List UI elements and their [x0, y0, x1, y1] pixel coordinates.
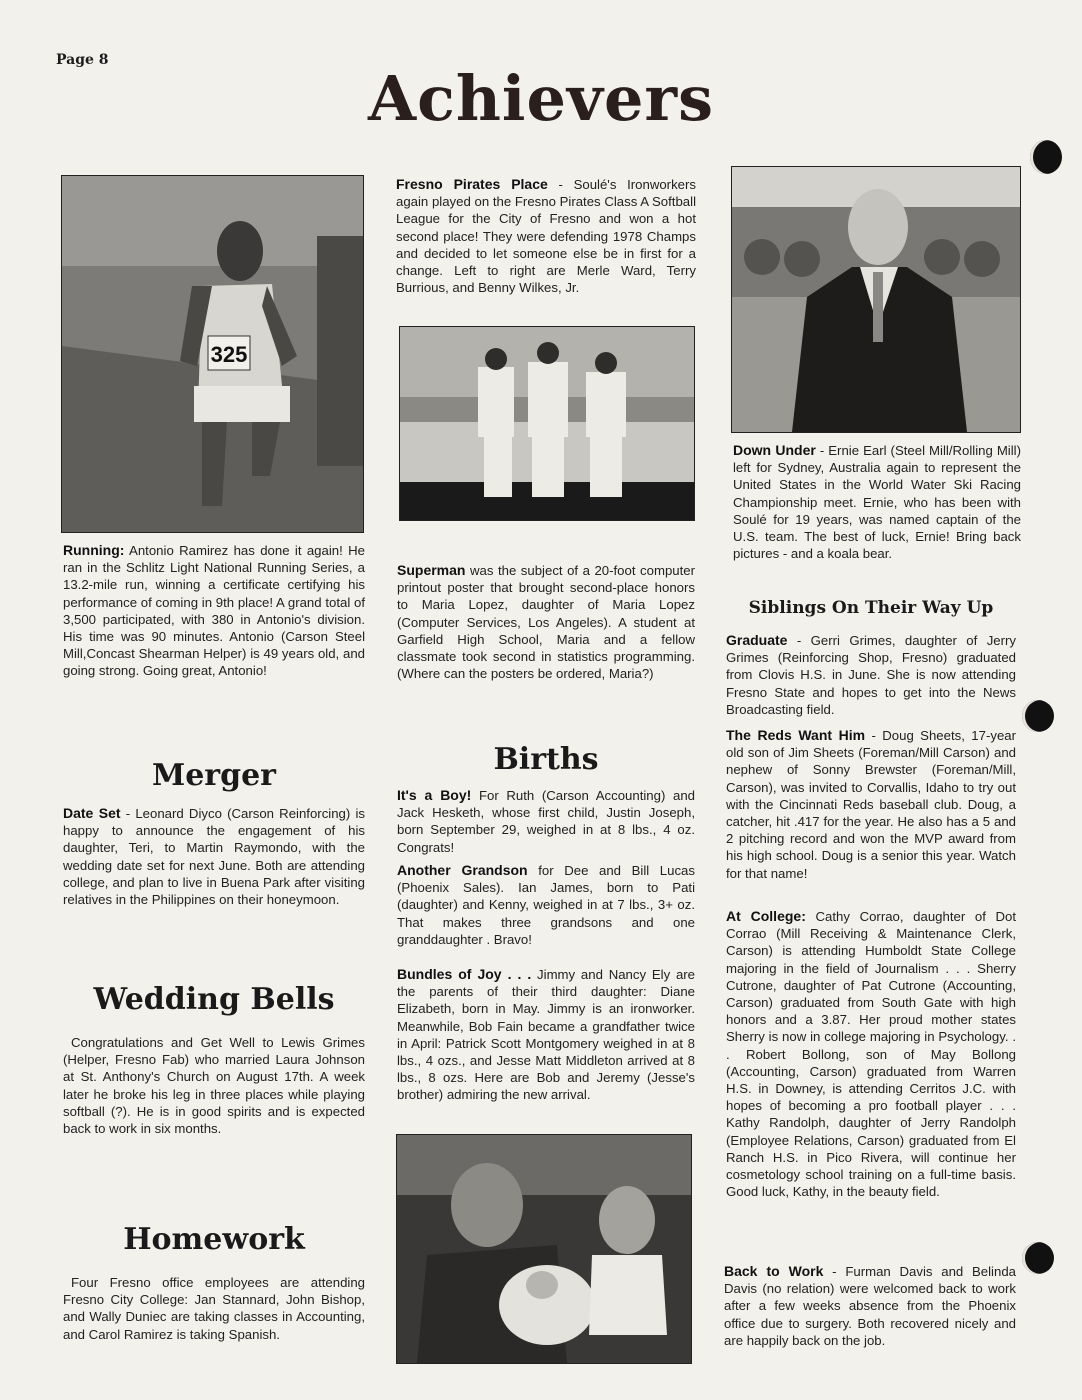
running-body: Antonio Ramirez has done it again! He ran in the Schlitz Light National Running Series, a 13.2-mile run, winning a certificate certifying his performance of coming in 9th place! A grand total of 3,500 participated, with 380 in Antonio's division. His time was 90 minutes. Antonio (Carson Steel Mill,Concast Shearman Helper) is 49 years old, and going strong. Going great, Antonio!	[63, 543, 365, 679]
running-article	[63, 542, 365, 680]
college-article	[726, 908, 1016, 1200]
runner-photo	[61, 175, 364, 533]
reds-body: - Doug Sheets, 17-year old son of Jim Sheets (Foreman/Mill Carson) and nephew of Sonny Brewster (Foreman/Mill, Carson), was invited to Corvallis, Idaho to try out with the Cincinnati Reds baseball club. Doug, a catcher, hit .417 for the year. He also has a 5 and 2 pitching record and won the MVP award from his high school. Doug is a senior this year. Watch for that name!	[726, 728, 1017, 881]
down-under-article	[733, 442, 1021, 562]
running-lead: Running:	[63, 542, 125, 558]
wedding-heading: Wedding Bells	[93, 982, 335, 1017]
grandfather-photo	[396, 1134, 692, 1364]
pirates-body: - Soulé's Ironworkers again played on the Fresno Pirates Class A Softball League for the City of Fresno and won a hot second place! They were defending 1978 Champs and decided to let someone else be in first for a change. Left to right are Merle Ward, Terry Burrious, and Benny Wilkes, Jr.	[396, 177, 696, 296]
births-joy-article	[397, 966, 695, 1104]
binder-hole-middle	[1022, 700, 1054, 732]
births-heading: Births	[493, 742, 599, 777]
college-body: Cathy Corrao, daughter of Dot Corrao (Mill Receiving & Maintenance Clerk, Carson) is attending Humboldt State College majoring in the field of Journalism . . . Sherry Cutrone, daughter of Pat Cutrone (Accounting, Carson) graduated from South Gate with high honors and a 3.87. Her proud mother states Sherry is now in college majoring in Psychology. . . Robert Bollong, son of May Bollong (Accounting, Carson) graduated from Warren H.S. in Downey, is attending Cerritos J.C. with hopes of becoming a pro football player . . . Kathy Randolph, daughter of Jerry Randolph (Employee Relations, Carson) graduated from El Ranch H.S. in Pico Rivera, will continue her cosmetology school training on a full-time basis. Good luck, Kathy, in the beauty field.	[726, 909, 1017, 1200]
merger-lead: Date Set	[63, 805, 121, 821]
births-joy-lead: Bundles of Joy . . .	[397, 966, 532, 982]
births-joy-body: Jimmy and Nancy Ely are the parents of their third daughter: Diane Elizabeth, born in May. Jimmy is an ironworker. Meanwhile, Bob Fain became a grandfather twice in April: Patrick Scott Montgomery weighed in at 8 lbs., 4 ozs., and Jesse Matt Middleton arrived at 8 lbs., 8 ozs. Here are Bob and Jeremy (Jesse's brother) admiring the new arrival.	[397, 967, 696, 1103]
back-to-work-lead: Back to Work	[724, 1263, 824, 1279]
merger-heading: Merger	[152, 758, 276, 793]
down-under-lead: Down Under	[733, 442, 816, 458]
births-grandson-lead: Another Grandson	[397, 862, 528, 878]
reds-lead: The Reds Want Him	[726, 727, 866, 743]
births-boy-body: For Ruth (Carson Accounting) and Jack Hesketh, whose first child, Justin Joseph, born September 29, weighed in at 8 lbs., 4 oz. Congrats!	[397, 788, 695, 855]
homework-article: Four Fresno office employees are attending Fresno City College: Jan Stannard, John Bishop, and Wally Duniec are taking classes in Accounting, and Carol Ramirez is taking Spanish.	[63, 1275, 365, 1342]
race-bib-number: 325	[210, 342, 248, 367]
graduate-article	[726, 632, 1016, 718]
births-grandson-article	[397, 862, 695, 948]
binder-hole-top	[1030, 140, 1062, 174]
page-number: Page 8	[56, 52, 109, 68]
births-grandson-body: for Dee and Bill Lucas (Phoenix Sales). Ian James, born to Pati (daughter) and Kenny, weighed in at 7 lbs., 3+ oz. That makes three grandsons and one granddaughter . Bravo!	[397, 863, 695, 947]
births-boy-article	[397, 787, 695, 856]
births-boy-lead: It's a Boy!	[397, 787, 472, 803]
down-under-body: - Ernie Earl (Steel Mill/Rolling Mill) left for Sydney, Australia again to represent the United States in the World Water Ski Racing Championship meet. Ernie, who has been with Soulé for 19 years, was named captain of the U.S. team. The best of luck, Ernie! Bring back pictures - and a koala bear.	[733, 443, 1021, 562]
pirates-article	[396, 176, 696, 296]
superman-article	[397, 562, 695, 682]
homework-heading: Homework	[123, 1222, 305, 1257]
page-title: Achievers	[368, 62, 714, 135]
college-lead: At College:	[726, 908, 806, 924]
softball-team-photo	[399, 326, 695, 521]
merger-body: - Leonard Diyco (Carson Reinforcing) is happy to announce the engagement of his daughter, Teri, to Martin Raymondo, with the wedding date set for next June. Both are attending college, and plan to live in Buena Park after visiting relatives in the Philippines on their honeymoon.	[63, 806, 365, 908]
binder-hole-bottom	[1022, 1242, 1054, 1274]
wedding-article: Congratulations and Get Well to Lewis Grimes (Helper, Fresno Fab) who married Laura Johnson at St. Anthony's Church on August 17th. A week later he broke his leg in three places while playing softball (?). He is in good spirits and is expected back to work in six months.	[63, 1035, 365, 1137]
superman-body: was the subject of a 20-foot computer printout poster that brought second-place honors to Maria Lopez, daughter of Maria Lopez (Computer Services, Los Angeles). A student at Garfield High School, Maria and a fellow classmate took second in statistics programming. (Where can the posters be ordered, Maria?)	[397, 563, 695, 682]
siblings-heading: Siblings On Their Way Up	[748, 598, 994, 618]
back-to-work-body: - Furman Davis and Belinda Davis (no relation) were welcomed back to work after a few weeks absence from the Phoenix office due to surgery. Both recovered nicely and are happily back on the job.	[724, 1264, 1016, 1348]
graduate-lead: Graduate	[726, 632, 788, 648]
reds-article	[726, 727, 1016, 882]
merger-article	[63, 805, 365, 908]
pirates-lead: Fresno Pirates Place	[396, 176, 548, 192]
ernie-earl-photo	[731, 166, 1021, 433]
superman-lead: Superman	[397, 562, 466, 578]
graduate-body: - Gerri Grimes, daughter of Jerry Grimes (Reinforcing Shop, Fresno) graduated from Clovis H.S. in June. She is now attending Fresno State and hopes to get into the News Broadcasting field.	[726, 633, 1016, 717]
back-to-work-article	[724, 1263, 1016, 1349]
